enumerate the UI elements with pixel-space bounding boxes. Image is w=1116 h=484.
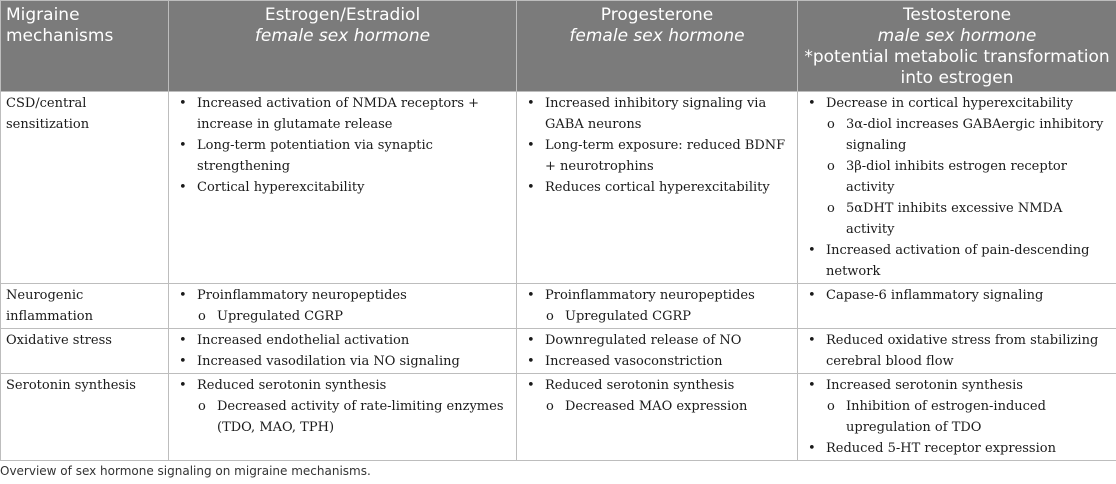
bullet-item: [173, 285, 512, 327]
mechanism-label: Neurogenic inflammation: [1, 284, 169, 329]
sub-bullet-item: o Upregulated CGRP: [197, 306, 512, 327]
bullet-item: • Increased activation of pain-descending network: [802, 240, 1112, 282]
progesterone-cell: [517, 329, 798, 374]
bullet-item: • Reduced oxidative stress from stabilizing cerebral blood flow: [802, 330, 1112, 372]
bullet-text: Proinflammatory neuropeptides: [197, 288, 407, 303]
bullet-item: • Capase-6 inflammatory signaling: [802, 285, 1112, 306]
bullet-item: • Long-term exposure: reduced BDNF + neurotrophins: [521, 135, 793, 177]
mechanism-label: Oxidative stress: [1, 329, 169, 374]
header-title: Estrogen/Estradiol: [264, 5, 421, 25]
bullet-item: [802, 93, 1112, 240]
bullet-item: • Long-term potentiation via synaptic strengthening: [173, 135, 512, 177]
testosterone-cell: [798, 374, 1116, 461]
estrogen-cell: [169, 329, 517, 374]
progesterone-cell: [517, 284, 798, 329]
sub-bullet-item: o Upregulated CGRP: [545, 306, 793, 327]
bullet-text: Increased serotonin synthesis: [826, 378, 1023, 393]
estrogen-cell: [169, 374, 517, 461]
table-row: [1, 92, 1116, 284]
header-testosterone: [798, 1, 1116, 92]
bullet-item: [521, 375, 793, 417]
bullet-item: • Increased inhibitory signaling via GABA neurons: [521, 93, 793, 135]
bullet-item: [802, 375, 1112, 438]
header-estrogen: [169, 1, 517, 92]
progesterone-cell: [517, 92, 798, 284]
table-row: [1, 284, 1116, 329]
estrogen-cell: [169, 92, 517, 284]
estrogen-cell: [169, 284, 517, 329]
testosterone-cell: [798, 92, 1116, 284]
header-mechanisms: [1, 1, 169, 92]
header-title: Testosterone: [902, 5, 1012, 25]
sub-bullet-item: o Decreased activity of rate-limiting enzymes (TDO, MAO, TPH): [197, 396, 512, 438]
bullet-item: • Cortical hyperexcitability: [173, 177, 512, 198]
bullet-item: • Reduces cortical hyperexcitability: [521, 177, 793, 198]
bullet-item: • Increased activation of NMDA receptors + increase in glutamate release: [173, 93, 512, 135]
bullet-item: • Increased vasodilation via NO signaling: [173, 351, 512, 372]
bullet-text: Decrease in cortical hyperexcitability: [826, 96, 1073, 111]
testosterone-cell: [798, 284, 1116, 329]
header-progesterone: [517, 1, 798, 92]
table-row: [1, 329, 1116, 374]
header-subtitle: female sex hormone: [254, 26, 431, 46]
sub-bullet-item: o Decreased MAO expression: [545, 396, 793, 417]
bullet-text: Reduced serotonin synthesis: [197, 378, 387, 393]
progesterone-cell: [517, 374, 798, 461]
bullet-item: • Increased endothelial activation: [173, 330, 512, 351]
header-title: Progesterone: [600, 5, 714, 25]
table-caption: Overview of sex hormone signaling on migraine mechanisms.: [0, 464, 371, 478]
bullet-item: [173, 375, 512, 438]
mechanism-label: CSD/central sensitization: [1, 92, 169, 284]
table-row: [1, 374, 1116, 461]
bullet-item: • Downregulated release of NO: [521, 330, 793, 351]
bullet-item: [521, 285, 793, 327]
testosterone-cell: [798, 329, 1116, 374]
bullet-text: Reduced serotonin synthesis: [545, 378, 735, 393]
bullet-text: Proinflammatory neuropeptides: [545, 288, 755, 303]
sub-bullet-item: o 5αDHT inhibits excessive NMDA activity: [826, 198, 1112, 240]
sub-bullet-item: o Inhibition of estrogen-induced upregulation of TDO: [826, 396, 1112, 438]
header-subtitle: male sex hormone: [877, 26, 1037, 46]
header-title: Migraine mechanisms: [6, 5, 114, 46]
header-subtitle: female sex hormone: [569, 26, 745, 46]
header-note: *potential metabolic transformation into estrogen: [804, 47, 1110, 88]
bullet-item: • Increased vasoconstriction: [521, 351, 793, 372]
header-row: [1, 1, 1116, 92]
bullet-item: • Reduced 5-HT receptor expression: [802, 438, 1112, 459]
mechanism-label: Serotonin synthesis: [1, 374, 169, 461]
sub-bullet-item: o 3β-diol inhibits estrogen receptor activity: [826, 156, 1112, 198]
sub-bullet-item: o 3α-diol increases GABAergic inhibitory signaling: [826, 114, 1112, 156]
